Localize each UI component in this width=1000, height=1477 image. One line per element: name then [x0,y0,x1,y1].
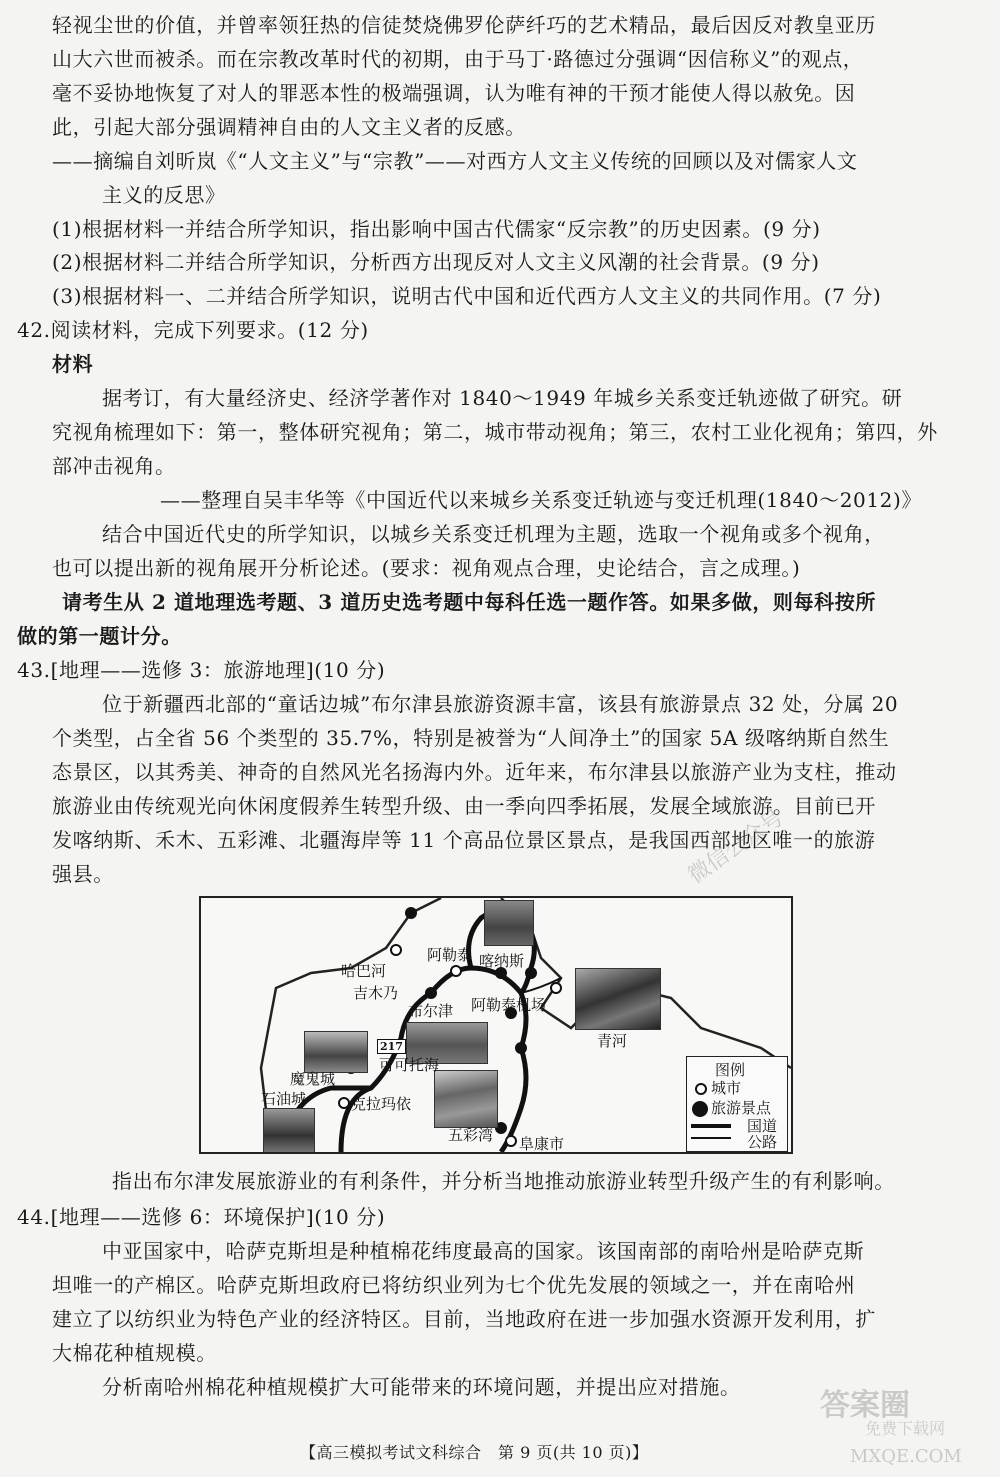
map-label: 五彩湾 [448,1126,494,1144]
map-legend [686,1056,788,1152]
map-label: 青河 [597,1032,628,1050]
citation-line: ——摘编自刘昕岚《“人文主义”与“宗教”——对西方人文主义传统的回顾以及对儒家人文 [52,149,858,173]
watermark: MXQE.COM [850,1446,962,1467]
text-line: 强县。 [52,862,114,886]
text-line: 轻视尘世的价值，并曾率领狂热的信徒焚烧佛罗伦萨纤巧的艺术精品，最后因反对教皇亚历 [52,13,876,37]
scenic-photo [575,968,661,1030]
scenic-photo [434,1070,498,1128]
legend-city: 城市 [711,1079,742,1097]
question-44-title: 44.[地理——选修 6：环境保护](10 分) [17,1205,386,1229]
map-label: 阜康市 [519,1135,565,1153]
map-label: 克拉玛依 [351,1095,412,1113]
map-label: 魔鬼城 [290,1070,336,1088]
page-footer: 【高三模拟考试文科综合 第 9 页(共 10 页)】 [300,1443,649,1462]
map-label: 阿勒泰机场 [471,996,547,1014]
watermark: 微信公众号 [683,805,789,889]
watermark-logo: 答案圈 [820,1388,910,1423]
text-line: 部冲击视角。 [52,454,176,478]
question-43-task: 指出布尔津发展旅游业的有利条件，并分析当地推动旅游业转型升级产生的有利影响。 [112,1169,895,1193]
text-line: 态景区，以其秀美、神奇的自然风光名扬海内外。近年来，布尔津县以旅游产业为支柱，推动 [52,760,897,784]
scenic-photo [263,1108,315,1154]
map-label: 吉木乃 [353,984,399,1002]
text-line: 此，引起大部分强调精神自由的人文主义者的反感。 [52,115,526,139]
text-line: 个类型，占全省 56 个类型的 35.7%，特别是被誉为“人间净土”的国家 5A 级喀纳斯自然生 [52,726,890,750]
text-line: 山大六世而被杀。而在宗教改革时代的初期，由于马丁·路德过分强调“因信称义”的观点， [52,47,864,71]
city-symbol-icon [695,1083,707,1095]
watermark: 免费下载网 [865,1419,946,1438]
text-line: 毫不妥协地恢复了对人的罪恶本性的极端强调，认为唯有神的干预才能使人得以赦免。因 [52,81,856,105]
question-2: (2)根据材料二并结合所学知识，分析西方出现反对人文主义风潮的社会背景。(9 分) [52,250,820,274]
map-label: 布尔津 [408,1002,454,1020]
road-symbol-icon [691,1137,731,1139]
highway-badge: 217 [377,1039,406,1054]
text-line: 旅游业由传统观光向休闲度假养生转型升级、由一季向四季拓展，发展全域旅游。目前已开 [52,794,876,818]
citation-line: ——整理自吴丰华等《中国近代以来城乡关系变迁轨迹与变迁机理(1840～2012)》 [160,488,923,512]
material-heading: 材料 [52,352,94,376]
national-road-symbol-icon [691,1124,731,1128]
instruction-line: 做的第一题计分。 [17,624,182,648]
map-label: 哈巴河 [341,962,387,980]
text-line: 究视角梳理如下：第一，整体研究视角；第二，城市带动视角；第三，农村工业化视角；第四，外 [52,420,938,444]
map-label: 阿勒泰 [427,946,473,964]
spot-symbol-icon [692,1101,708,1117]
question-43-title: 43.[地理——选修 3：旅游地理](10 分) [17,658,386,682]
question-44-task: 分析南哈州棉花种植规模扩大可能带来的环境问题，并提出应对措施。 [102,1375,741,1399]
legend-road2: 公路 [747,1133,778,1151]
text-line: 坦唯一的产棉区。哈萨克斯坦政府已将纺织业列为七个优先发展的领域之一，并在南哈州 [52,1273,856,1297]
text-line: 位于新疆西北部的“童话边城”布尔津县旅游资源丰富，该县有旅游景点 32 处，分属 20 [102,692,899,716]
legend-spot: 旅游景点 [711,1099,772,1117]
map-label: 石油城 [261,1090,307,1108]
text-line: 据考订，有大量经济史、经济学著作对 1840～1949 年城乡关系变迁轨迹做了研究。研 [102,386,903,410]
text-line: 也可以提出新的视角展开分析论述。(要求：视角观点合理，史论结合，言之成理。) [52,556,801,580]
map-label: 可可托海 [379,1056,440,1074]
legend-title: 图例 [715,1061,746,1079]
question-1: (1)根据材料一并结合所学知识，指出影响中国古代儒家“反宗教”的历史因素。(9 分) [52,217,821,241]
citation-line: 主义的反思》 [102,183,226,207]
text-line: 中亚国家中，哈萨克斯坦是种植棉花纬度最高的国家。该国南部的南哈州是哈萨克斯 [102,1239,865,1263]
map-label: 喀纳斯 [479,952,525,970]
question-3: (3)根据材料一、二并结合所学知识，说明古代中国和近代西方人文主义的共同作用。(7 分) [52,284,882,308]
text-line: 建立了以纺织业为特色产业的经济特区。目前，当地政府在进一步加强水资源开发利用，扩 [52,1307,876,1331]
text-line: 大棉花种植规模。 [52,1341,217,1365]
question-42-title: 42.阅读材料，完成下列要求。(12 分) [17,318,369,342]
text-line: 结合中国近代史的所学知识，以城乡关系变迁机理为主题，选取一个视角或多个视角， [102,522,885,546]
legend-road1: 国道 [747,1117,778,1135]
tourism-map [199,896,793,1154]
scenic-photo [304,1031,368,1073]
text-line: 发喀纳斯、禾木、五彩滩、北疆海岸等 11 个高品位景区景点，是我国西部地区唯一的旅游 [52,828,876,852]
scenic-photo [484,900,534,946]
instruction-line: 请考生从 2 道地理选考题、3 道历史选考题中每科任选一题作答。如果多做，则每科按所 [62,590,876,614]
